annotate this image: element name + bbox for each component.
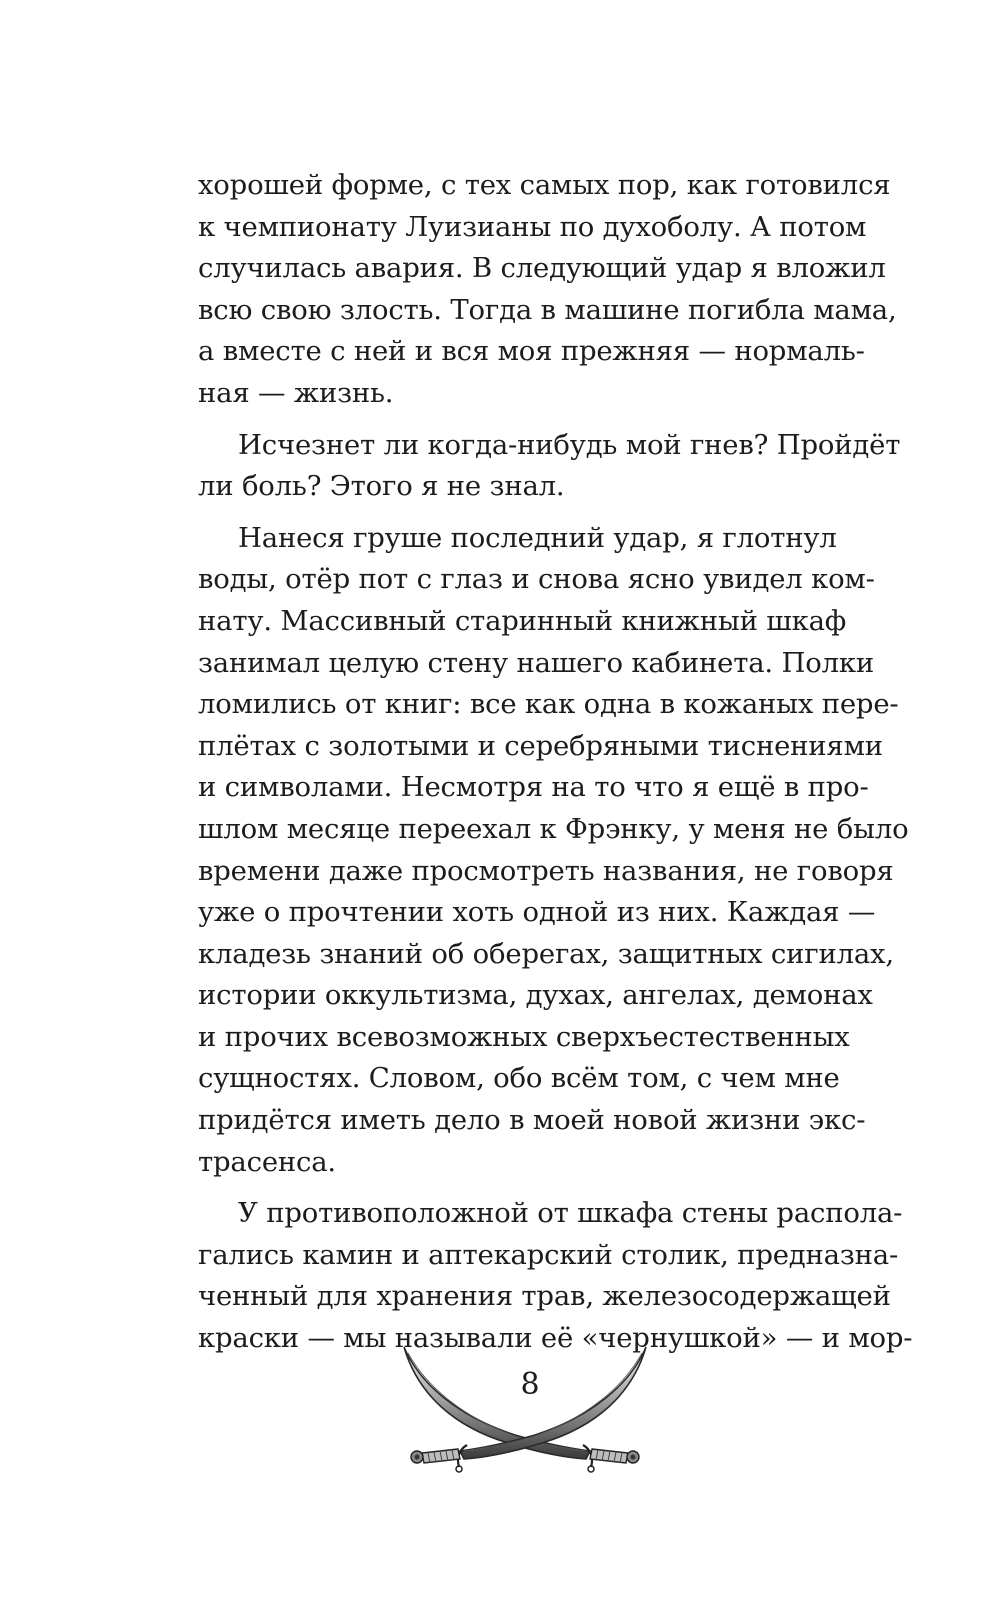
text-line: Исчезнет ли когда-нибудь мой гнев? Пройдёт: [238, 428, 901, 461]
text-line: шлом месяце переехал к Фрэнку, у меня не было: [198, 812, 909, 845]
text-line: а вместе с ней и вся моя прежняя — нормаль-: [198, 335, 865, 368]
text-line: занимал целую стену нашего кабинета. Полки: [198, 646, 875, 679]
text-line: и прочих всевозможных сверхъестественных: [198, 1020, 850, 1053]
text-line: уже о прочтении хоть одной из них. Каждая —: [198, 896, 876, 929]
text-line: сущностях. Словом, обо всём том, с чем мне: [198, 1062, 840, 1095]
text-line: Нанеся груше последний удар, я глотнул: [238, 521, 837, 554]
text-line: гались камин и аптекарский столик, предназна-: [198, 1238, 899, 1271]
text-line: придётся иметь дело в моей новой жизни экс-: [198, 1104, 866, 1137]
text-line: ли боль? Этого я не знал.: [198, 470, 565, 503]
body-text: [198, 165, 913, 1360]
text-line: ная — жизнь.: [198, 376, 394, 409]
text-line: времени даже просмотреть названия, не говоря: [198, 854, 894, 887]
text-line: и символами. Несмотря на то что я ещё в про-: [198, 771, 869, 804]
paragraph: [198, 518, 909, 1184]
text-line: ченный для хранения трав, железосодержащей: [198, 1280, 891, 1313]
text-line: всю свою злость. Тогда в машине погибла мама,: [198, 293, 897, 326]
text-line: кладезь знаний об оберегах, защитных сигилах,: [198, 937, 894, 970]
paragraph: [198, 1193, 913, 1359]
text-line: воды, отёр пот с глаз и снова ясно увидел ком-: [198, 563, 875, 596]
paragraph: [198, 425, 901, 508]
text-line: хорошей форме, с тех самых пор, как готовился: [198, 169, 891, 201]
text-line: к чемпионату Луизианы по духоболу. А потом: [198, 210, 867, 243]
text-line: истории оккультизма, духах, ангелах, демонах: [198, 979, 873, 1012]
text-line: плётах с золотыми и серебряными тиснениями: [198, 729, 883, 762]
text-line: случилась авария. В следующий удар я вложил: [198, 252, 886, 285]
text-line: нату. Массивный старинный книжный шкаф: [198, 604, 847, 637]
page-number: 8: [520, 1367, 540, 1402]
text-line: краски — мы называли её «чернушкой» — и мор-: [198, 1322, 913, 1355]
text-line: трасенса.: [198, 1145, 336, 1178]
text-line: ломились от книг: все как одна в кожаных пере-: [198, 688, 899, 721]
paragraph: [198, 165, 897, 415]
text-line: У противоположной от шкафа стены распола-: [238, 1197, 903, 1230]
